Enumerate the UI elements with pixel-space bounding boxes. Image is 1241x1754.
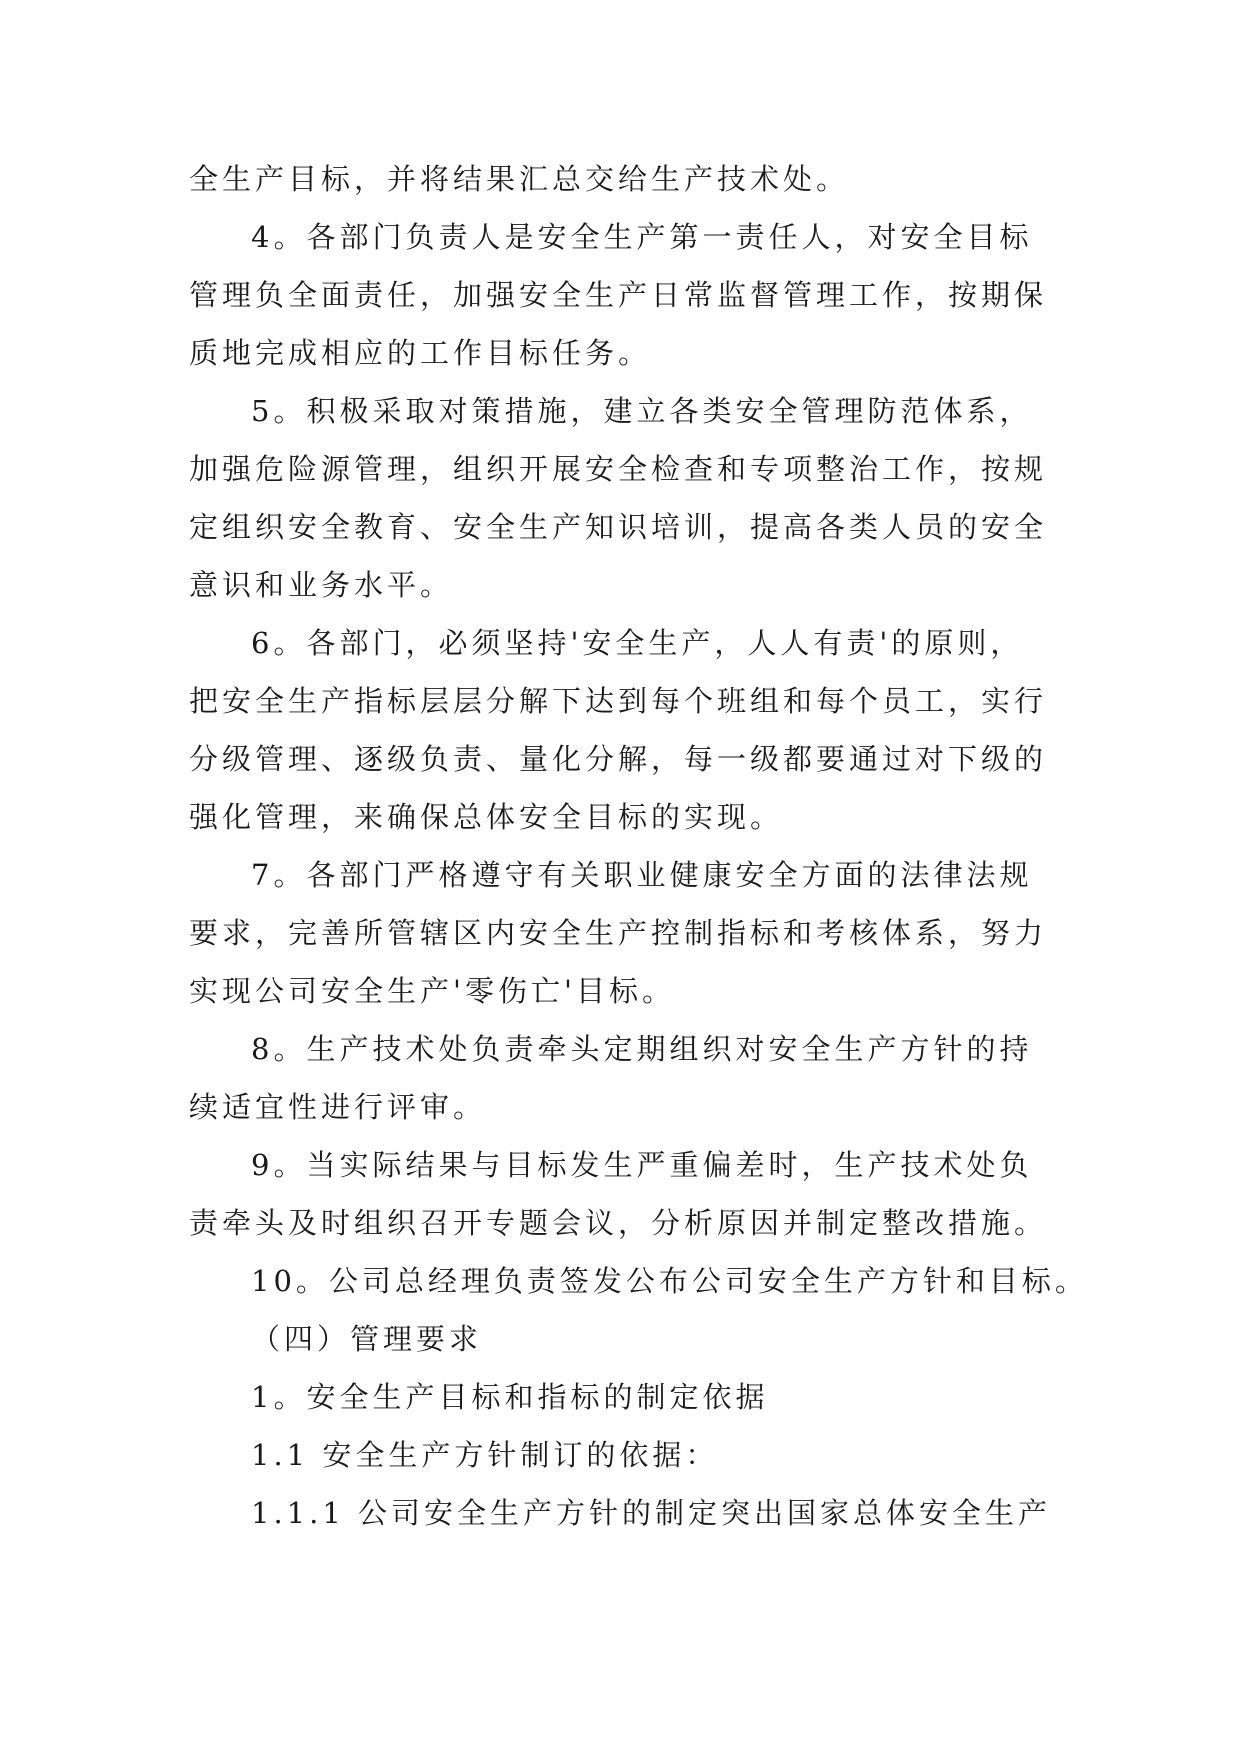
text-line-12: 强化管理，来确保总体安全目标的实现。 <box>189 800 784 834</box>
text-line-17: 续适宜性进行评审。 <box>189 1090 487 1124</box>
text-line-10: 把安全生产指标层层分解下达到每个班组和每个员工，实行 <box>189 684 1048 718</box>
text-line-6: 加强危险源管理，组织开展安全检查和专项整治工作，按规 <box>189 452 1048 486</box>
text-line-5: 5。积极采取对策措施，建立各类安全管理防范体系， <box>251 394 1033 428</box>
text-line-8: 意识和业务水平。 <box>189 568 454 602</box>
text-line-19: 责牵头及时组织召开专题会议，分析原因并制定整改措施。 <box>189 1206 1048 1240</box>
text-line-24: 1.1.1 公司安全生产方针的制定突出国家总体安全生产 <box>251 1496 1052 1530</box>
text-line-11: 分级管理、逐级负责、量化分解，每一级都要通过对下级的 <box>189 742 1048 776</box>
text-line-18: 9。当实际结果与目标发生严重偏差时，生产技术处负 <box>251 1148 1033 1182</box>
text-line-1: 全生产目标，并将结果汇总交给生产技术处。 <box>189 162 850 196</box>
text-line-20: 10。公司总经理负责签发公布公司安全生产方针和目标。 <box>251 1264 1088 1298</box>
text-line-7: 定组织安全教育、安全生产知识培训，提高各类人员的安全 <box>189 510 1048 544</box>
text-line-22: 1。安全生产目标和指标的制定依据 <box>251 1380 769 1414</box>
text-line-15: 实现公司安全生产'零伤亡'目标。 <box>189 974 675 1008</box>
section-heading: （四）管理要求 <box>251 1322 483 1356</box>
text-line-3: 管理负全面责任，加强安全生产日常监督管理工作，按期保 <box>189 278 1048 312</box>
text-line-9: 6。各部门，必须坚持'安全生产，人人有责'的原则， <box>251 626 1024 660</box>
text-line-4: 质地完成相应的工作目标任务。 <box>189 336 652 370</box>
text-line-13: 7。各部门严格遵守有关职业健康安全方面的法律法规 <box>251 858 1033 892</box>
text-line-16: 8。生产技术处负责牵头定期组织对安全生产方针的持 <box>251 1032 1033 1066</box>
text-line-2: 4。各部门负责人是安全生产第一责任人，对安全目标 <box>251 220 1033 254</box>
text-line-14: 要求，完善所管辖区内安全生产控制指标和考核体系，努力 <box>189 916 1048 950</box>
document-page <box>189 150 1088 1542</box>
text-line-23: 1.1 安全生产方针制订的依据： <box>251 1438 719 1472</box>
